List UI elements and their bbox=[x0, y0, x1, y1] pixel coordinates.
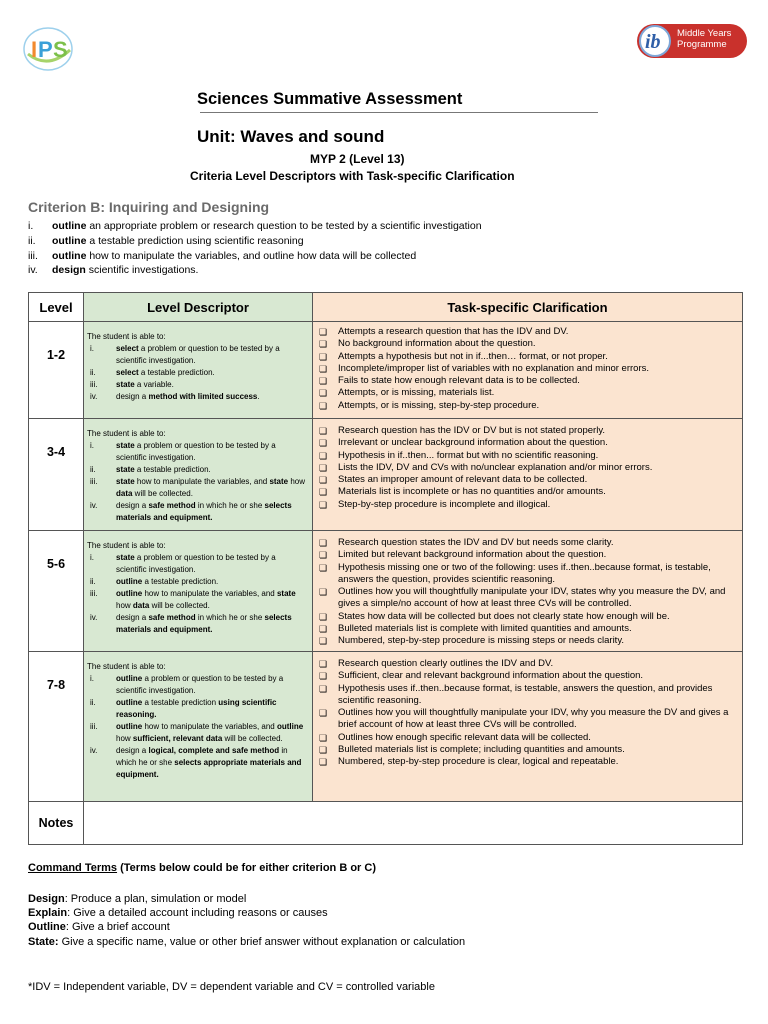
descriptor-number: ii. bbox=[90, 368, 96, 377]
checkbox-bullet-icon: ❏ bbox=[319, 624, 328, 635]
page-title: Sciences Summative Assessment bbox=[197, 90, 463, 108]
descriptor-intro: The student is able to: bbox=[87, 662, 166, 671]
descriptor-intro: The student is able to: bbox=[87, 332, 166, 341]
descriptor-item bbox=[87, 745, 312, 781]
descriptor-number: ii. bbox=[90, 577, 96, 586]
descriptor-text bbox=[116, 552, 312, 576]
descriptor-emphasis: state bbox=[276, 589, 296, 598]
command-term-definition: : Give a detailed account including reasons or causes bbox=[67, 907, 328, 919]
footnote: *IDV = Independent variable, DV = dependent variable and CV = controlled variable bbox=[28, 981, 435, 993]
checkbox-bullet-icon: ❏ bbox=[319, 683, 328, 694]
descriptor-emphasis: method with limited success bbox=[148, 392, 258, 401]
clarification-item bbox=[313, 425, 742, 437]
checkbox-bullet-icon: ❏ bbox=[319, 611, 328, 622]
descriptor-segment: how to manipulate the variables, and bbox=[142, 722, 277, 731]
command-term-definition: : Produce a plan, simulation or model bbox=[64, 893, 247, 905]
descriptor-segment: a testable prediction. bbox=[138, 368, 215, 377]
clarification-item bbox=[313, 400, 742, 412]
clarification-text: Numbered, step-by-step procedure is clear, logical and repeatable. bbox=[338, 756, 619, 768]
descriptor-number: iv. bbox=[90, 613, 98, 622]
objective-number: ii. bbox=[28, 235, 36, 247]
descriptor-text bbox=[116, 612, 312, 636]
descriptor-segment: design a bbox=[116, 392, 149, 401]
descriptor-item bbox=[87, 367, 312, 379]
level-label: 7-8 bbox=[46, 678, 66, 692]
checkbox-bullet-icon: ❏ bbox=[319, 745, 328, 756]
descriptor-text bbox=[116, 343, 312, 367]
descriptor-text bbox=[116, 588, 312, 612]
descriptor-segment: how bbox=[116, 601, 133, 610]
descriptor-intro: The student is able to: bbox=[87, 429, 166, 438]
descriptor-segment: in which he or she bbox=[195, 613, 265, 622]
criteria-subtitle: Criteria Level Descriptors with Task-specific Clarification bbox=[190, 169, 515, 183]
descriptor-emphasis: logical, complete and safe method bbox=[148, 746, 280, 755]
command-term: Explain bbox=[28, 907, 68, 919]
descriptor-number: i. bbox=[90, 674, 94, 683]
clarification-text: Fails to state how enough relevant data is to be collected. bbox=[338, 375, 580, 387]
clarification-text: Research question clearly outlines the IDV and DV. bbox=[338, 658, 554, 669]
descriptor-item bbox=[87, 552, 312, 576]
clarification-item bbox=[313, 562, 742, 587]
descriptor-item bbox=[87, 576, 312, 588]
descriptor-item bbox=[87, 391, 312, 403]
descriptor-text bbox=[116, 464, 312, 476]
objective-text: how to manipulate the variables, and outline how data will be collected bbox=[86, 250, 417, 262]
criterion-heading: Criterion B: Inquiring and Designing bbox=[28, 199, 270, 215]
checkbox-bullet-icon: ❏ bbox=[319, 475, 328, 486]
objective-item bbox=[28, 263, 198, 277]
clarification-text: States an improper amount of relevant data to be collected. bbox=[338, 474, 588, 486]
descriptor-segment: a problem or question to be tested by a scientific investigation. bbox=[116, 674, 284, 695]
task-clarification-cell bbox=[313, 652, 743, 802]
level-label: 5-6 bbox=[46, 557, 66, 571]
checkbox-bullet-icon: ❏ bbox=[319, 732, 328, 743]
descriptor-segment: a problem or question to be tested by a scientific investigation. bbox=[116, 344, 280, 365]
descriptor-emphasis: sufficient, relevant data bbox=[132, 734, 223, 743]
rubric-row bbox=[29, 419, 743, 531]
descriptor-number: i. bbox=[90, 344, 94, 353]
rubric-row bbox=[29, 322, 743, 419]
ips-logo bbox=[22, 26, 74, 72]
svg-text:I: I bbox=[31, 37, 38, 62]
descriptor-emphasis: outline bbox=[116, 674, 143, 683]
task-clarification-cell bbox=[313, 322, 743, 419]
descriptor-segment: how to manipulate the variables, and bbox=[134, 477, 270, 486]
descriptor-segment: . bbox=[257, 392, 260, 401]
clarification-text: Hypothesis uses if..then..because format, is testable, answers the question, and provides scientific reasoning. bbox=[338, 682, 713, 706]
descriptor-emphasis: outline bbox=[116, 698, 143, 707]
myp-level: MYP 2 (Level 13) bbox=[310, 152, 405, 166]
descriptor-emphasis: outline bbox=[116, 577, 143, 586]
clarification-item bbox=[313, 707, 742, 732]
descriptor-segment: will be collected. bbox=[149, 601, 210, 610]
clarification-item bbox=[313, 744, 742, 756]
clarification-item bbox=[313, 486, 742, 498]
task-clarification-cell bbox=[313, 531, 743, 652]
objective-command-term: outline bbox=[52, 250, 87, 262]
clarification-item bbox=[313, 732, 742, 744]
descriptor-item bbox=[87, 612, 312, 636]
descriptor-item bbox=[87, 476, 312, 500]
checkbox-bullet-icon: ❏ bbox=[319, 376, 328, 387]
descriptor-text bbox=[116, 721, 312, 745]
descriptor-emphasis: state bbox=[116, 441, 135, 450]
checkbox-bullet-icon: ❏ bbox=[319, 400, 328, 411]
level-cell bbox=[29, 322, 84, 419]
clarification-text: Attempts a hypothesis but not in if...then… format, or not proper. bbox=[338, 350, 608, 362]
checkbox-bullet-icon: ❏ bbox=[319, 462, 328, 473]
unit-title: Unit: Waves and sound bbox=[197, 127, 385, 146]
clarification-item bbox=[313, 326, 742, 338]
descriptor-number: iii. bbox=[90, 380, 98, 389]
descriptor-segment: a testable prediction. bbox=[134, 465, 211, 474]
checkbox-bullet-icon: ❏ bbox=[319, 450, 328, 461]
ib-myp-logo bbox=[637, 24, 747, 58]
descriptor-content bbox=[84, 419, 312, 528]
descriptor-emphasis: state bbox=[269, 477, 289, 486]
clarification-item bbox=[313, 670, 742, 682]
clarification-item bbox=[313, 623, 742, 635]
command-term-item bbox=[28, 935, 465, 949]
descriptor-number: iii. bbox=[90, 589, 98, 598]
objective-command-term: outline bbox=[52, 220, 87, 232]
descriptor-item bbox=[87, 343, 312, 367]
notes-row bbox=[29, 802, 743, 845]
command-term-item bbox=[28, 920, 170, 934]
descriptor-number: iii. bbox=[90, 722, 98, 731]
descriptor-number: iii. bbox=[90, 477, 98, 486]
descriptor-item bbox=[87, 673, 312, 697]
checkbox-bullet-icon: ❏ bbox=[319, 438, 328, 449]
clarification-item bbox=[313, 387, 742, 399]
objective-command-term: design bbox=[52, 264, 86, 276]
checkbox-bullet-icon: ❏ bbox=[319, 351, 328, 362]
clarification-item bbox=[313, 499, 742, 511]
descriptor-segment: design a bbox=[116, 501, 149, 510]
objective-text: a testable prediction using scientific reasoning bbox=[86, 235, 304, 247]
clarification-text: Materials list is incomplete or has no quantities and/or amounts. bbox=[338, 486, 606, 498]
clarification-text: Bulleted materials list is complete; including quantities and amounts. bbox=[338, 744, 625, 756]
objective-item bbox=[28, 249, 416, 263]
objective-number: iv. bbox=[28, 264, 38, 276]
clarification-text: States how data will be collected but does not clearly state how enough will be. bbox=[338, 610, 670, 622]
clarification-text: Numbered, step-by-step procedure is missing steps or needs clarity. bbox=[338, 635, 625, 647]
descriptor-segment: how to manipulate the variables, and bbox=[142, 589, 277, 598]
objective-text: scientific investigations. bbox=[85, 264, 199, 276]
descriptor-emphasis: using scientific reasoning. bbox=[116, 698, 277, 719]
objective-item bbox=[28, 234, 304, 248]
notes-label: Notes bbox=[29, 802, 84, 845]
level-label: 1-2 bbox=[46, 348, 66, 362]
clarification-text: Attempts, or is missing, step-by-step procedure. bbox=[338, 399, 540, 411]
clarification-text: Limited but relevant background information about the question. bbox=[338, 549, 607, 561]
descriptor-segment: a testable prediction bbox=[142, 698, 219, 707]
ib-logo-text: Middle Years Programme bbox=[677, 28, 732, 50]
checkbox-bullet-icon: ❏ bbox=[319, 339, 328, 350]
title-divider bbox=[200, 112, 598, 113]
rubric-row bbox=[29, 652, 743, 802]
level-cell bbox=[29, 531, 84, 652]
clarification-item bbox=[313, 338, 742, 350]
descriptor-emphasis: safe method bbox=[148, 501, 196, 510]
descriptor-item bbox=[87, 588, 312, 612]
clarification-list bbox=[313, 531, 742, 648]
descriptor-text bbox=[116, 697, 312, 721]
descriptor-emphasis: outline bbox=[116, 589, 143, 598]
svg-text:S: S bbox=[53, 37, 68, 62]
svg-text:ib: ib bbox=[645, 31, 661, 53]
descriptor-content bbox=[84, 531, 312, 640]
descriptor-number: i. bbox=[90, 553, 94, 562]
objective-text: an appropriate problem or research question to be tested by a scientific investigation bbox=[86, 220, 482, 232]
clarification-list bbox=[313, 419, 742, 511]
rubric-row bbox=[29, 531, 743, 652]
clarification-text: Bulleted materials list is complete with limited quantities and amounts. bbox=[338, 623, 632, 635]
clarification-item bbox=[313, 658, 742, 670]
clarification-item bbox=[313, 474, 742, 486]
command-term: State: bbox=[28, 936, 59, 948]
descriptor-number: iv. bbox=[90, 392, 98, 401]
checkbox-bullet-icon: ❏ bbox=[319, 538, 328, 548]
checkbox-bullet-icon: ❏ bbox=[319, 550, 328, 561]
descriptor-content bbox=[84, 652, 312, 785]
descriptor-segment: how bbox=[116, 734, 133, 743]
clarification-text: Hypothesis missing one or two of the following: uses if..then..because format, is testable, answers the question, provides scientific reasoning. bbox=[338, 561, 711, 585]
descriptor-emphasis: state bbox=[116, 553, 135, 562]
descriptor-emphasis: selects materials and equipment. bbox=[116, 501, 292, 522]
checkbox-bullet-icon: ❏ bbox=[319, 708, 328, 719]
checkbox-bullet-icon: ❏ bbox=[319, 659, 328, 669]
command-terms-note: (Terms below could be for either criterion B or C) bbox=[117, 862, 376, 874]
checkbox-bullet-icon: ❏ bbox=[319, 487, 328, 498]
descriptor-item bbox=[87, 379, 312, 391]
header-level-descriptor: Level Descriptor bbox=[84, 293, 313, 322]
descriptor-segment: how bbox=[288, 477, 306, 486]
level-cell bbox=[29, 652, 84, 802]
clarification-item bbox=[313, 537, 742, 549]
descriptor-text bbox=[116, 576, 312, 588]
command-term-item bbox=[28, 906, 328, 920]
clarification-item bbox=[313, 363, 742, 375]
descriptor-item bbox=[87, 697, 312, 721]
clarification-text: Hypothesis in if..then... format but with no scientific reasoning. bbox=[338, 449, 599, 461]
clarification-text: Irrelevant or unclear background information about the question. bbox=[338, 437, 608, 449]
clarification-item bbox=[313, 462, 742, 474]
clarification-list bbox=[313, 652, 742, 769]
clarification-text: Outlines how enough specific relevant data will be collected. bbox=[338, 731, 591, 743]
descriptor-segment: in which he or she bbox=[195, 501, 265, 510]
objective-command-term: outline bbox=[52, 235, 87, 247]
checkbox-bullet-icon: ❏ bbox=[319, 587, 328, 598]
checkbox-bullet-icon: ❏ bbox=[319, 426, 328, 436]
checkbox-bullet-icon: ❏ bbox=[319, 671, 328, 682]
checkbox-bullet-icon: ❏ bbox=[319, 363, 328, 374]
checkbox-bullet-icon: ❏ bbox=[319, 757, 328, 768]
descriptor-text bbox=[116, 500, 312, 524]
descriptor-emphasis: safe method bbox=[148, 613, 196, 622]
clarification-text: Research question has the IDV or DV but is not stated properly. bbox=[338, 425, 606, 436]
descriptor-segment: will be collected. bbox=[222, 734, 283, 743]
descriptor-emphasis: data bbox=[116, 489, 133, 498]
clarification-text: Outlines how you will thoughtfully manipulate your IDV, states why you measure the DV, and gives a simple/no account of how at least three CVs will be controlled. bbox=[338, 586, 726, 610]
descriptor-item bbox=[87, 440, 312, 464]
descriptor-text bbox=[116, 391, 312, 403]
checkbox-bullet-icon: ❏ bbox=[319, 562, 328, 573]
clarification-text: Attempts, or is missing, materials list. bbox=[338, 387, 495, 399]
command-terms-heading bbox=[28, 862, 376, 874]
descriptor-segment: in which he or she bbox=[116, 746, 288, 767]
clarification-text: Lists the IDV, DV and CVs with no/unclear explanation and/or minor errors. bbox=[338, 461, 653, 473]
descriptor-emphasis: state bbox=[116, 465, 135, 474]
clarification-item bbox=[313, 375, 742, 387]
level-descriptor-cell bbox=[84, 322, 313, 419]
clarification-item bbox=[313, 683, 742, 708]
header-level: Level bbox=[29, 293, 84, 322]
descriptor-text bbox=[116, 379, 312, 391]
descriptor-emphasis: select bbox=[116, 368, 139, 377]
descriptor-segment: a testable prediction. bbox=[142, 577, 219, 586]
clarification-text: Incomplete/improper list of variables with no explanation and minor errors. bbox=[338, 362, 650, 374]
clarification-list bbox=[313, 322, 742, 412]
descriptor-text bbox=[116, 673, 312, 697]
descriptor-number: iv. bbox=[90, 746, 98, 755]
checkbox-bullet-icon: ❏ bbox=[319, 499, 328, 510]
descriptor-item bbox=[87, 721, 312, 745]
descriptor-segment: design a bbox=[116, 613, 149, 622]
descriptor-text bbox=[116, 745, 312, 781]
clarification-item bbox=[313, 635, 742, 647]
level-cell bbox=[29, 419, 84, 531]
descriptor-text bbox=[116, 367, 312, 379]
checkbox-bullet-icon: ❏ bbox=[319, 388, 328, 399]
descriptor-item bbox=[87, 464, 312, 476]
descriptor-text bbox=[116, 476, 312, 500]
level-descriptor-cell bbox=[84, 419, 313, 531]
command-term: Outline bbox=[28, 921, 66, 933]
descriptor-intro: The student is able to: bbox=[87, 541, 166, 550]
descriptor-emphasis: data bbox=[132, 601, 150, 610]
clarification-item bbox=[313, 586, 742, 611]
notes-field[interactable] bbox=[84, 802, 743, 845]
clarification-text: Step-by-step procedure is incomplete and illogical. bbox=[338, 498, 551, 510]
clarification-item bbox=[313, 756, 742, 768]
descriptor-text bbox=[116, 440, 312, 464]
descriptor-emphasis: selects appropriate materials and equipment. bbox=[116, 758, 302, 779]
command-terms-label: Command Terms bbox=[28, 862, 118, 874]
level-descriptor-cell bbox=[84, 531, 313, 652]
clarification-text: No background information about the question. bbox=[338, 338, 536, 350]
descriptor-emphasis: state bbox=[116, 477, 135, 486]
clarification-text: Sufficient, clear and relevant background information about the question. bbox=[338, 670, 644, 682]
svg-text:P: P bbox=[38, 37, 53, 62]
clarification-item bbox=[313, 437, 742, 449]
descriptor-segment: will be collected. bbox=[132, 489, 193, 498]
task-clarification-cell bbox=[313, 419, 743, 531]
descriptor-number: ii. bbox=[90, 698, 96, 707]
command-term: Design bbox=[28, 893, 65, 905]
clarification-text: Research question states the IDV and DV but needs some clarity. bbox=[338, 537, 614, 548]
rubric-table bbox=[28, 292, 743, 845]
descriptor-segment: a variable. bbox=[134, 380, 174, 389]
descriptor-number: ii. bbox=[90, 465, 96, 474]
descriptor-number: iv. bbox=[90, 501, 98, 510]
clarification-text: Outlines how you will thoughtfully manipulate your IDV, why you measure the DV and gives a brief account of how at least three CVs will be controlled. bbox=[338, 707, 729, 731]
descriptor-segment: a problem or question to be tested by a scientific investigation. bbox=[116, 441, 276, 462]
checkbox-bullet-icon: ❏ bbox=[319, 327, 328, 337]
descriptor-number: i. bbox=[90, 441, 94, 450]
descriptor-segment: design a bbox=[116, 746, 149, 755]
objective-number: iii. bbox=[28, 250, 38, 262]
header-task-clarification: Task-specific Clarification bbox=[313, 293, 743, 322]
command-term-item bbox=[28, 892, 246, 906]
level-label: 3-4 bbox=[46, 445, 66, 459]
command-term-definition: Give a specific name, value or other brief answer without explanation or calculation bbox=[58, 936, 466, 948]
objective-item bbox=[28, 219, 482, 233]
descriptor-emphasis: state bbox=[116, 380, 135, 389]
clarification-item bbox=[313, 549, 742, 561]
descriptor-emphasis: select bbox=[116, 344, 139, 353]
descriptor-emphasis: outline bbox=[116, 722, 143, 731]
descriptor-content bbox=[84, 322, 312, 407]
checkbox-bullet-icon: ❏ bbox=[319, 636, 328, 647]
command-term-definition: : Give a brief account bbox=[65, 921, 170, 933]
objective-number: i. bbox=[28, 220, 34, 232]
descriptor-segment: a problem or question to be tested by a scientific investigation. bbox=[116, 553, 276, 574]
descriptor-emphasis: outline bbox=[276, 722, 304, 731]
descriptor-item bbox=[87, 500, 312, 524]
clarification-item bbox=[313, 450, 742, 462]
level-descriptor-cell bbox=[84, 652, 313, 802]
clarification-text: Attempts a research question that has the IDV and DV. bbox=[338, 326, 569, 337]
clarification-item bbox=[313, 611, 742, 623]
descriptor-emphasis: selects materials and equipment. bbox=[116, 613, 292, 634]
clarification-item bbox=[313, 351, 742, 363]
